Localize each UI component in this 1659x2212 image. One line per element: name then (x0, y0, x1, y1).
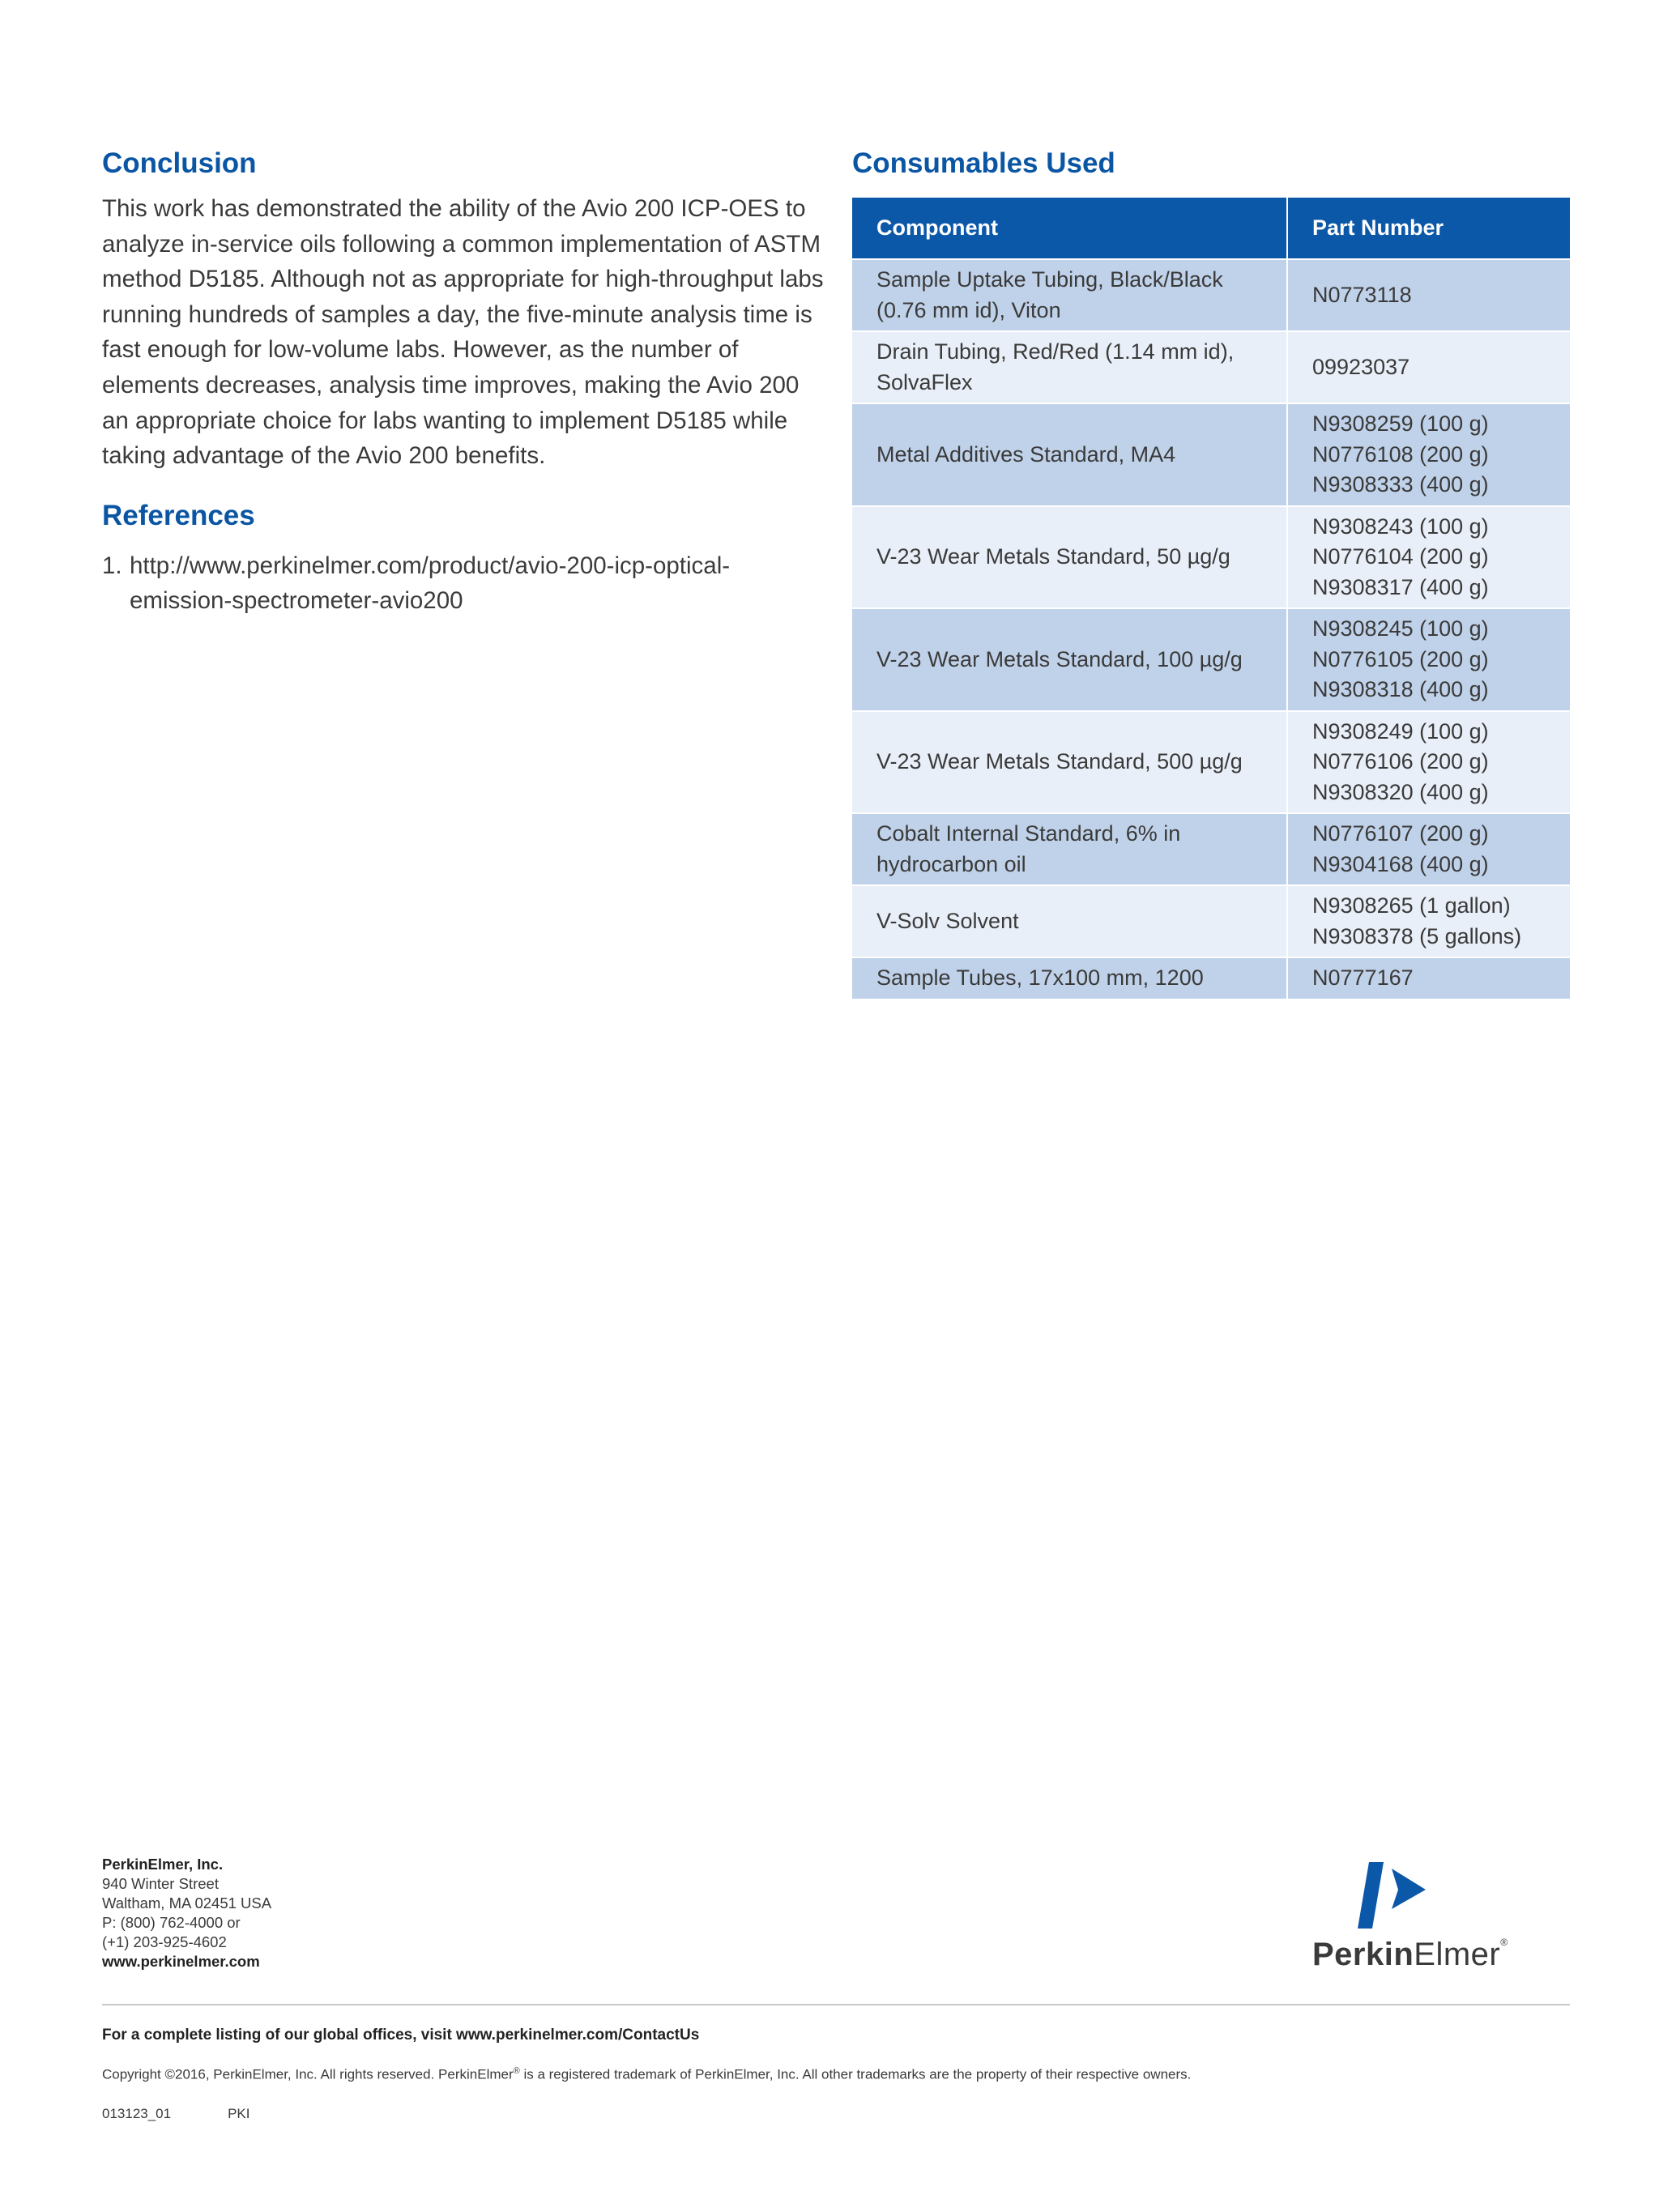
logo-mark-icon (1312, 1859, 1572, 1937)
part-number-cell (1288, 403, 1570, 505)
part-number: N9308245 (100 g) (1312, 616, 1489, 641)
table-row (852, 403, 1570, 505)
part-number: N9304168 (400 g) (1312, 851, 1489, 876)
part-number: N9308249 (100 g) (1312, 718, 1489, 744)
part-number-cell (1288, 330, 1570, 403)
address-street: 940 Winter Street (102, 1875, 219, 1892)
company-website[interactable]: www.perkinelmer.com (102, 1953, 260, 1970)
part-number: N9308243 (100 g) (1312, 514, 1489, 539)
phone-secondary: (+1) 203-925-4602 (102, 1933, 227, 1950)
component-cell: Sample Tubes, 17x100 mm, 1200 (852, 957, 1288, 999)
part-number-cell (1288, 884, 1570, 957)
consumables-heading: Consumables Used (852, 147, 1115, 179)
table-row (852, 710, 1570, 813)
component-cell: Sample Uptake Tubing, Black/Black (0.76 mm id), Viton (852, 258, 1288, 330)
company-address (102, 1855, 271, 1971)
reference-number: 1. (102, 552, 122, 579)
part-number-cell (1288, 957, 1570, 999)
table-row (852, 607, 1570, 710)
table-row (852, 884, 1570, 957)
table-row (852, 812, 1570, 884)
left-column (102, 146, 831, 619)
document-number: 013123_01 PKI (102, 2106, 250, 2121)
part-number: N0776108 (200 g) (1312, 441, 1489, 467)
offices-note: For a complete listing of our global offices, visit www.perkinelmer.com/ContactUs (102, 2027, 700, 2044)
part-number-cell (1288, 607, 1570, 710)
company-name: PerkinElmer, Inc. (102, 1856, 224, 1873)
part-number-cell (1288, 258, 1570, 330)
copyright-notice: Copyright ©2016, PerkinElmer, Inc. All rights reserved. PerkinElmer® is a registered trademark of PerkinElmer, Inc. All other trademarks are the property of their respective owners. (102, 2066, 1192, 2082)
part-number-cell (1288, 812, 1570, 884)
part-number: N9308259 (100 g) (1312, 411, 1489, 436)
component-cell: V-Solv Solvent (852, 884, 1288, 957)
table-row (852, 957, 1570, 999)
part-number: N9308320 (400 g) (1312, 779, 1489, 804)
references-heading: References (102, 499, 255, 531)
part-number-cell (1288, 710, 1570, 813)
conclusion-heading: Conclusion (102, 147, 257, 179)
component-cell: Metal Additives Standard, MA4 (852, 403, 1288, 505)
header-part-number: Part Number (1288, 198, 1570, 258)
reference-link[interactable]: http://www.perkinelmer.com/product/avio-200-icp-optical-emission-spectrometer-avio200 (130, 552, 731, 615)
address-city: Waltham, MA 02451 USA (102, 1894, 272, 1912)
phone-primary: P: (800) 762-4000 or (102, 1914, 241, 1931)
component-cell: Cobalt Internal Standard, 6% in hydrocarbon oil (852, 812, 1288, 884)
table-header-row (852, 198, 1570, 258)
logo-wordmark: PerkinElmer® (1312, 1937, 1508, 1972)
header-component: Component (852, 198, 1288, 258)
reference-item (102, 548, 831, 619)
consumables-table (852, 198, 1570, 999)
part-number: N0776104 (200 g) (1312, 544, 1489, 569)
part-number: N0776106 (200 g) (1312, 749, 1489, 774)
part-number: N0776105 (200 g) (1312, 646, 1489, 671)
right-column (852, 146, 1570, 999)
component-cell: V-23 Wear Metals Standard, 500 µg/g (852, 710, 1288, 813)
component-cell: Drain Tubing, Red/Red (1.14 mm id), SolvaFlex (852, 330, 1288, 403)
part-number: N0777167 (1312, 965, 1414, 990)
part-number: N9308317 (400 g) (1312, 574, 1489, 599)
part-number-cell (1288, 505, 1570, 608)
part-number: N0776107 (200 g) (1312, 821, 1489, 846)
part-number: N9308333 (400 g) (1312, 472, 1489, 497)
table-row (852, 505, 1570, 608)
part-number: N9308265 (1 gallon) (1312, 893, 1511, 918)
part-number: N9308378 (5 gallons) (1312, 923, 1522, 948)
part-number: N9308318 (400 g) (1312, 677, 1489, 701)
component-cell: V-23 Wear Metals Standard, 100 µg/g (852, 607, 1288, 710)
perkinelmer-logo (1312, 1859, 1572, 1972)
component-cell: V-23 Wear Metals Standard, 50 µg/g (852, 505, 1288, 608)
part-number: N0773118 (1312, 282, 1412, 307)
footer-divider (102, 2004, 1570, 2005)
part-number: 09923037 (1312, 354, 1410, 379)
table-row (852, 258, 1570, 330)
table-row (852, 330, 1570, 403)
conclusion-text: This work has demonstrated the ability of the Avio 200 ICP-OES to analyze in-service oils following a common implementation of ASTM method D5185. Although not as appropriate for high-throughput labs running hundreds of samples a day, the five-minute analysis time is fast enough for low-volume labs. However, as the number of elements decreases, analysis time improves, making the Avio 200 an appropriate choice for labs wanting to implement D5185 while taking advantage of the Avio 200 benefits. (102, 195, 824, 470)
